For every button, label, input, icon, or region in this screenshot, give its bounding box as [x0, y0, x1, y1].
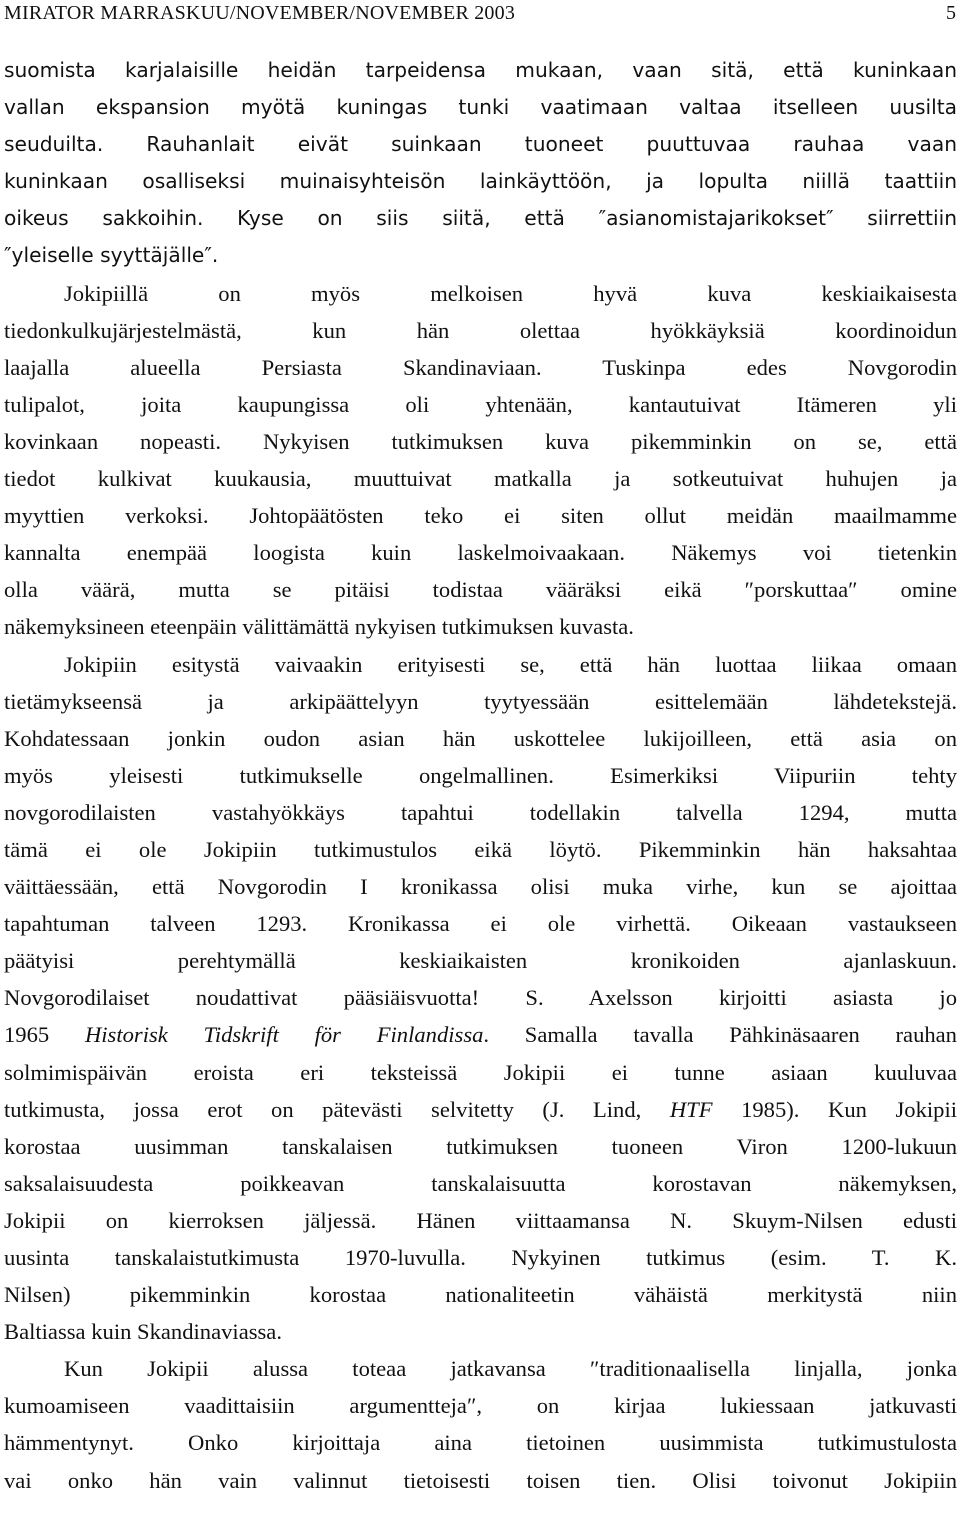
text-line: hämmentynyt. Onko kirjoittaja aina tietoinen uusimmista tutkimustulosta — [4, 1430, 957, 1456]
text-line: ″yleiselle syyttäjälle″. — [4, 243, 219, 268]
text-line: olla väärä, mutta se pitäisi todistaa vääräksi eikä ″porskuttaa″ omine — [4, 577, 957, 603]
text-line — [4, 1016, 957, 1053]
journal-citation: HTF — [669, 1096, 713, 1122]
paragraph — [4, 52, 957, 275]
text-line: suomista karjalaisille heidän tarpeidensa mukaan, vaan sitä, että kuninkaan — [4, 58, 957, 82]
text-line: tapahtuman talveen 1293. Kronikassa ei ole virhettä. Oikeaan vastaukseen — [4, 911, 957, 937]
text-line: uusinta tanskalaistutkimusta 1970-luvulla. Nykyinen tutkimus (esim. T. K. — [4, 1245, 957, 1270]
journal-citation: Historisk Tidskrift för Finlandissa — [84, 1022, 484, 1048]
text-line: väittäessään, että Novgorodin I kronikassa olisi muka virhe, kun se ajoittaa — [4, 874, 957, 900]
text-line: Nilsen) pikemminkin korostaa nationaliteetin vähäistä merkitystä niin — [4, 1282, 957, 1308]
text-line: laajalla alueella Persiasta Skandinaviaan. Tuskinpa edes Novgorodin — [4, 354, 957, 380]
text-run: . Samalla tavalla Pähkinäsaaren rauhan — [483, 1022, 957, 1048]
text-run: 1965 — [4, 1022, 85, 1048]
text-line: novgorodilaisten vastahyökkäys tapahtui todellakin talvella 1294, mutta — [4, 799, 957, 825]
text-line: Kun Jokipii alussa toteaa jatkavansa ″traditionaalisella linjalla, jonka — [64, 1356, 957, 1382]
text-line: vallan ekspansion myötä kuningas tunki vaatimaan valtaa itselleen uusilta — [4, 95, 957, 120]
text-line: solmimispäivän eroista eri teksteissä Jokipii ei tunne asiaan kuuluvaa — [4, 1059, 957, 1085]
text-line: Baltiassa kuin Skandinaviassa. — [4, 1319, 282, 1345]
article-body — [4, 52, 957, 1499]
paragraph — [4, 275, 957, 646]
text-line: myös yleisesti tutkimukselle ongelmallinen. Esimerkiksi Viipuriin tehty — [4, 762, 957, 788]
text-line: korostaa uusimman tanskalaisen tutkimuksen tuoneen Viron 1200-lukuun — [4, 1133, 957, 1159]
text-line: kumoamiseen vaadittaisiin argumentteja″, on kirjaa lukiessaan jatkuvasti — [4, 1393, 957, 1419]
text-line: Novgorodilaiset noudattivat pääsiäisvuotta! S. Axelsson kirjoitti asiasta jo — [4, 985, 957, 1011]
text-line: kovinkaan nopeasti. Nykyisen tutkimuksen kuva pikemminkin on se, että — [4, 428, 957, 454]
text-line: tietämykseensä ja arkipäättelyyn tyytyessään esittelemään lähdetekstejä. — [4, 688, 957, 714]
paragraph — [4, 646, 957, 1351]
text-line: tämä ei ole Jokipiin tutkimustulos eikä löytö. Pikemminkin hän haksahtaa — [4, 836, 957, 862]
text-line: tulipalot, joita kaupungissa oli yhtenään, kantautuivat Itämeren yli — [4, 391, 957, 417]
text-line: näkemyksineen eteenpäin välittämättä nykyisen tutkimuksen kuvasta. — [4, 614, 634, 640]
text-line: seuduilta. Rauhanlait eivät suinkaan tuoneet puuttuvaa rauhaa vaan — [4, 132, 957, 157]
text-line: tiedonkulkujärjestelmästä, kun hän olettaa hyökkäyksiä koordinoidun — [4, 317, 957, 343]
text-line: oikeus sakkoihin. Kyse on siis siitä, että ″asianomistajarikokset″ siirrettiin — [4, 206, 957, 231]
text-run: tutkimusta, jossa erot on pätevästi selvitetty (J. Lind, — [4, 1096, 670, 1122]
text-line: Jokipii on kierroksen jäljessä. Hänen viittaamansa N. Skuym-Nilsen edusti — [4, 1207, 957, 1233]
text-line: päätyisi perehtymällä keskiaikaisten kronikoiden ajanlaskuun. — [4, 948, 957, 974]
text-line: Jokipiin esitystä vaivaakin erityisesti se, että hän luottaa liikaa omaan — [64, 651, 957, 677]
text-run: 1985). Kun Jokipii — [712, 1096, 957, 1122]
text-line: tiedot kulkivat kuukausia, muuttuivat matkalla ja sotkeutuivat huhujen ja — [4, 466, 957, 492]
running-header — [4, 0, 956, 26]
text-line: Kohdatessaan jonkin oudon asian hän uskottelee lukijoilleen, että asia on — [4, 725, 957, 751]
page-number: 5 — [946, 2, 956, 24]
paragraph — [4, 1350, 957, 1498]
text-line: Jokipiillä on myös melkoisen hyvä kuva keskiaikaisesta — [64, 280, 957, 306]
text-line: saksalaisuudesta poikkeavan tanskalaisuutta korostavan näkemyksen, — [4, 1170, 957, 1196]
text-line: kannalta enempää loogista kuin laskelmoivaakaan. Näkemys voi tietenkin — [4, 540, 957, 566]
text-line: myyttien verkoksi. Johtopäätösten teko ei siten ollut meidän maailmamme — [4, 503, 957, 529]
text-line: kuninkaan osalliseksi muinaisyhteisön lainkäyttöön, ja lopulta niillä taattiin — [4, 169, 957, 194]
text-line: vai onko hän vain valinnut tietoisesti toisen tien. Olisi toivonut Jokipiin — [4, 1467, 957, 1493]
text-line — [4, 1091, 957, 1128]
journal-title: MIRATOR MARRASKUU/NOVEMBER/NOVEMBER 2003 — [4, 2, 516, 24]
